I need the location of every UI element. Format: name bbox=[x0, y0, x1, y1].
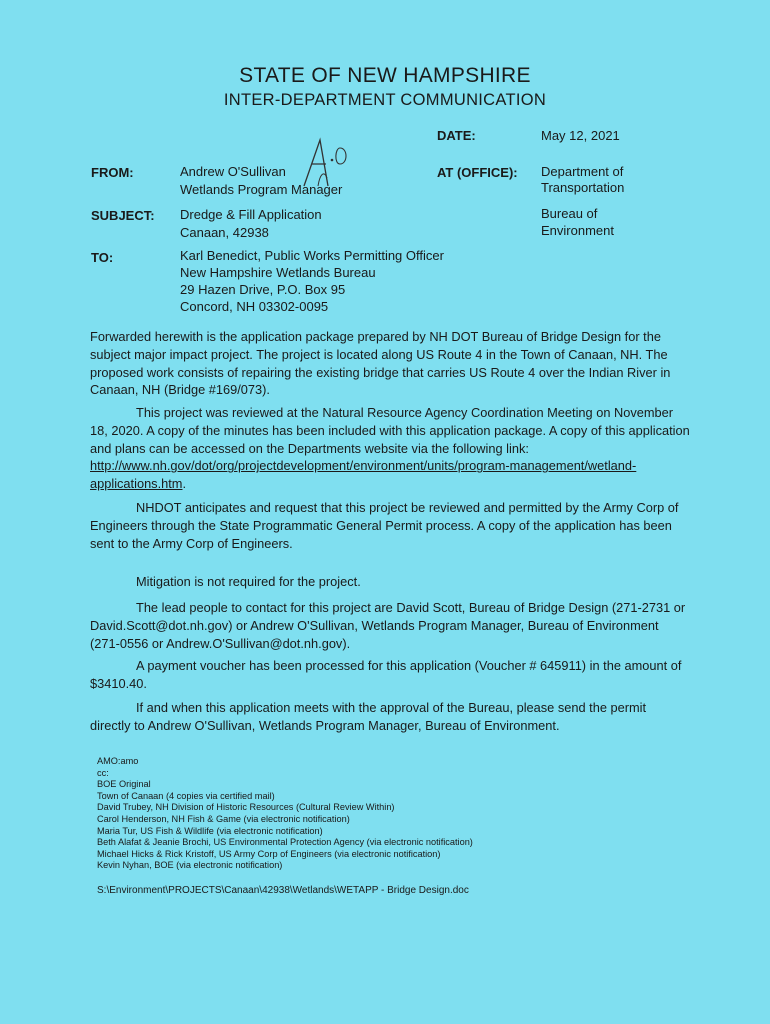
list-item: Beth Alafat & Jeanie Brochi, US Environmental Protection Agency (via electronic notification) bbox=[97, 837, 473, 848]
paragraph-review-end: . bbox=[182, 476, 187, 492]
subject-line-1: Dredge & Fill Application bbox=[180, 207, 322, 222]
to-line-4: Concord, NH 03302-0095 bbox=[180, 299, 329, 314]
list-item: Maria Tur, US Fish & Wildlife (via electronic notification) bbox=[97, 825, 323, 836]
to-line-1: Karl Benedict, Public Works Permitting Officer bbox=[180, 248, 444, 263]
to-line-2: New Hampshire Wetlands Bureau bbox=[180, 265, 376, 280]
file-path: S:\Environment\PROJECTS\Canaan\42938\Wetlands\WETAPP - Bridge Design.doc bbox=[97, 885, 469, 896]
office-line-1: Department of bbox=[541, 164, 624, 179]
office-label: AT (OFFICE): bbox=[437, 165, 518, 180]
paragraph-mitigation: Mitigation is not required for the project. bbox=[136, 574, 361, 589]
subject-line-2: Canaan, 42938 bbox=[180, 225, 269, 240]
list-item: cc: bbox=[97, 767, 109, 778]
paragraph-contacts: The lead people to contact for this project are David Scott, Bureau of Bridge Design (271-2731 or David.Scott@dot.nh.gov) or Andrew O'Sullivan, Wetlands Program Manager, Bureau of Environment (271-0556 or Andrew.O'Sullivan@dot.nh.gov). bbox=[90, 600, 686, 651]
from-name: Andrew O'Sullivan bbox=[180, 164, 286, 179]
list-item: Michael Hicks & Rick Kristoff, US Army Corp of Engineers (via electronic notification) bbox=[97, 848, 441, 859]
paragraph-approval: If and when this application meets with the approval of the Bureau, please send the permit directly to Andrew O'Sullivan, Wetlands Program Manager, Bureau of Environment. bbox=[90, 700, 647, 733]
list-item: Carol Henderson, NH Fish & Game (via electronic notification) bbox=[97, 813, 350, 824]
office-line-2: Transportation bbox=[541, 180, 625, 195]
state-heading: STATE OF NEW HAMPSHIRE bbox=[239, 64, 531, 87]
list-item: BOE Original bbox=[97, 779, 151, 790]
wetland-applications-link[interactable]: http://www.nh.gov/dot/org/projectdevelopment/environment/units/program-management/wetland-applications.htm bbox=[90, 458, 637, 492]
date-label: DATE: bbox=[437, 128, 476, 143]
distribution-list bbox=[97, 756, 473, 872]
from-title: Wetlands Program Manager bbox=[180, 182, 343, 197]
from-label: FROM: bbox=[91, 165, 134, 180]
to-label: TO: bbox=[91, 250, 114, 265]
list-item: Town of Canaan (4 copies via certified mail) bbox=[97, 790, 275, 801]
list-item: Kevin Nyhan, BOE (via electronic notification) bbox=[97, 860, 283, 871]
paragraph-nhdot: NHDOT anticipates and request that this project be reviewed and permitted by the Army Corp of Engineers through the State Programmatic General Permit process. A copy of the application has been sent to the Army Corp of Engineers. bbox=[90, 500, 679, 551]
communication-subtitle: INTER-DEPARTMENT COMMUNICATION bbox=[223, 91, 547, 109]
bureau-line-1: Bureau of bbox=[541, 206, 598, 221]
paragraph-review bbox=[90, 404, 690, 493]
list-item: David Trubey, NH Division of Historic Resources (Cultural Review Within) bbox=[97, 802, 395, 813]
to-line-3: 29 Hazen Drive, P.O. Box 95 bbox=[180, 282, 346, 297]
paragraph-forwarded: Forwarded herewith is the application package prepared by NH DOT Bureau of Bridge Design for the subject major impact project. The project is located along US Route 4 in the Town of Canaan, NH. The proposed work consists of repairing the existing bridge that carries US Route 4 over the Indian River in Canaan, NH (Bridge #169/073). bbox=[90, 329, 671, 398]
handwritten-initials bbox=[300, 134, 352, 192]
paragraph-voucher: A payment voucher has been processed for this application (Voucher # 645911) in the amount of $3410.40. bbox=[90, 658, 682, 691]
paragraph-review-text: This project was reviewed at the Natural Resource Agency Coordination Meeting on November 18, 2020. A copy of the minutes has been included with this application package. A copy of this application and plans can be accessed on the Departments website via the following link: bbox=[90, 405, 690, 456]
list-item: AMO:amo bbox=[97, 756, 139, 766]
subject-label: SUBJECT: bbox=[91, 208, 155, 223]
date-value: May 12, 2021 bbox=[541, 128, 620, 143]
bureau-line-2: Environment bbox=[541, 223, 614, 238]
